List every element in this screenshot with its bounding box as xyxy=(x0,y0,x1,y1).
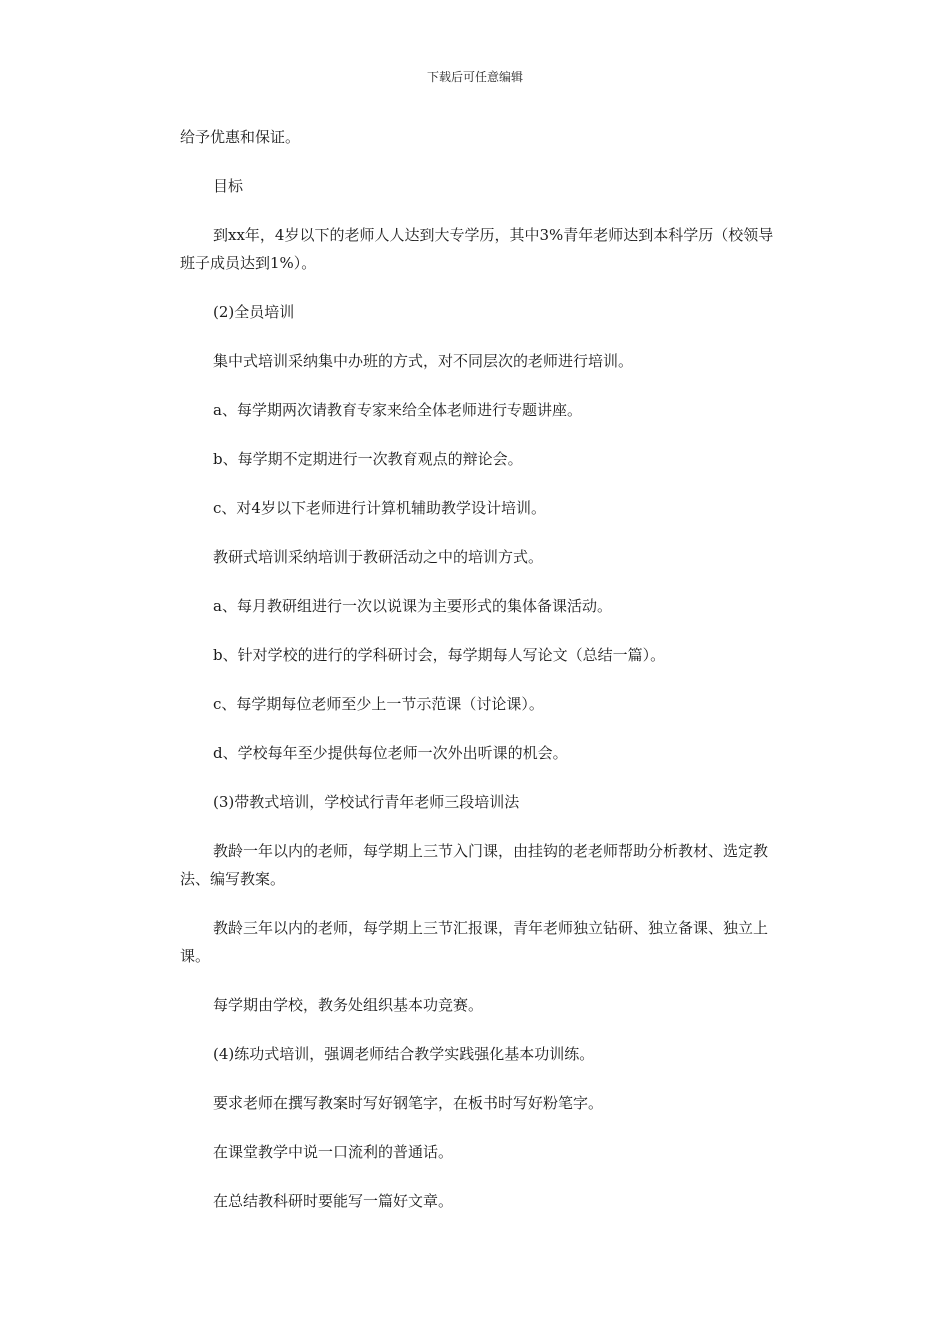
paragraph: 在课堂教学中说一口流利的普通话。 xyxy=(213,1143,454,1161)
paragraph: 教龄三年以内的老师，每学期上三节汇报课，青年老师独立钻研、独立备课、独立上课。 xyxy=(180,919,769,965)
page-header: 下载后可任意编辑 xyxy=(426,70,523,84)
section-heading-mentoring-training: (3)带教式培训，学校试行青年老师三段培训法 xyxy=(213,793,520,811)
paragraph-continuation: 给予优惠和保证。 xyxy=(180,128,301,146)
paragraph-goal-detail: 到xx年，4岁以下的老师人人达到大专学历，其中3%青年老师达到本科学历（校领导班子成员达到1%）。 xyxy=(180,226,774,272)
section-heading-full-staff-training: (2)全员培训 xyxy=(213,303,295,321)
paragraph: 教研式培训采纳培训于教研活动之中的培训方式。 xyxy=(213,548,544,566)
paragraph: 每学期由学校，教务处组织基本功竞赛。 xyxy=(213,996,484,1014)
paragraph: 集中式培训采纳集中办班的方式，对不同层次的老师进行培训。 xyxy=(213,352,634,370)
list-item: b、每学期不定期进行一次教育观点的辩论会。 xyxy=(213,450,523,468)
section-heading-skills-training: (4)练功式培训，强调老师结合教学实践强化基本功训练。 xyxy=(213,1045,595,1063)
list-item: c、每学期每位老师至少上一节示范课（讨论课）。 xyxy=(213,695,544,713)
list-item: d、学校每年至少提供每位老师一次外出听课的机会。 xyxy=(213,744,568,762)
paragraph-goal-heading: 目标 xyxy=(213,177,244,195)
list-item: a、每学期两次请教育专家来给全体老师进行专题讲座。 xyxy=(213,401,582,419)
paragraph: 教龄一年以内的老师，每学期上三节入门课，由挂钩的老老师帮助分析教材、选定教法、编写教案。 xyxy=(180,842,769,888)
list-item: a、每月教研组进行一次以说课为主要形式的集体备课活动。 xyxy=(213,597,612,615)
document-body xyxy=(180,123,780,1236)
paragraph: 在总结教科研时要能写一篇好文章。 xyxy=(213,1192,454,1210)
list-item: c、对4岁以下老师进行计算机辅助教学设计培训。 xyxy=(213,499,546,517)
paragraph: 要求老师在撰写教案时写好钢笔字，在板书时写好粉笔字。 xyxy=(213,1094,604,1112)
list-item: b、针对学校的进行的学科研讨会，每学期每人写论文（总结一篇）。 xyxy=(213,646,666,664)
